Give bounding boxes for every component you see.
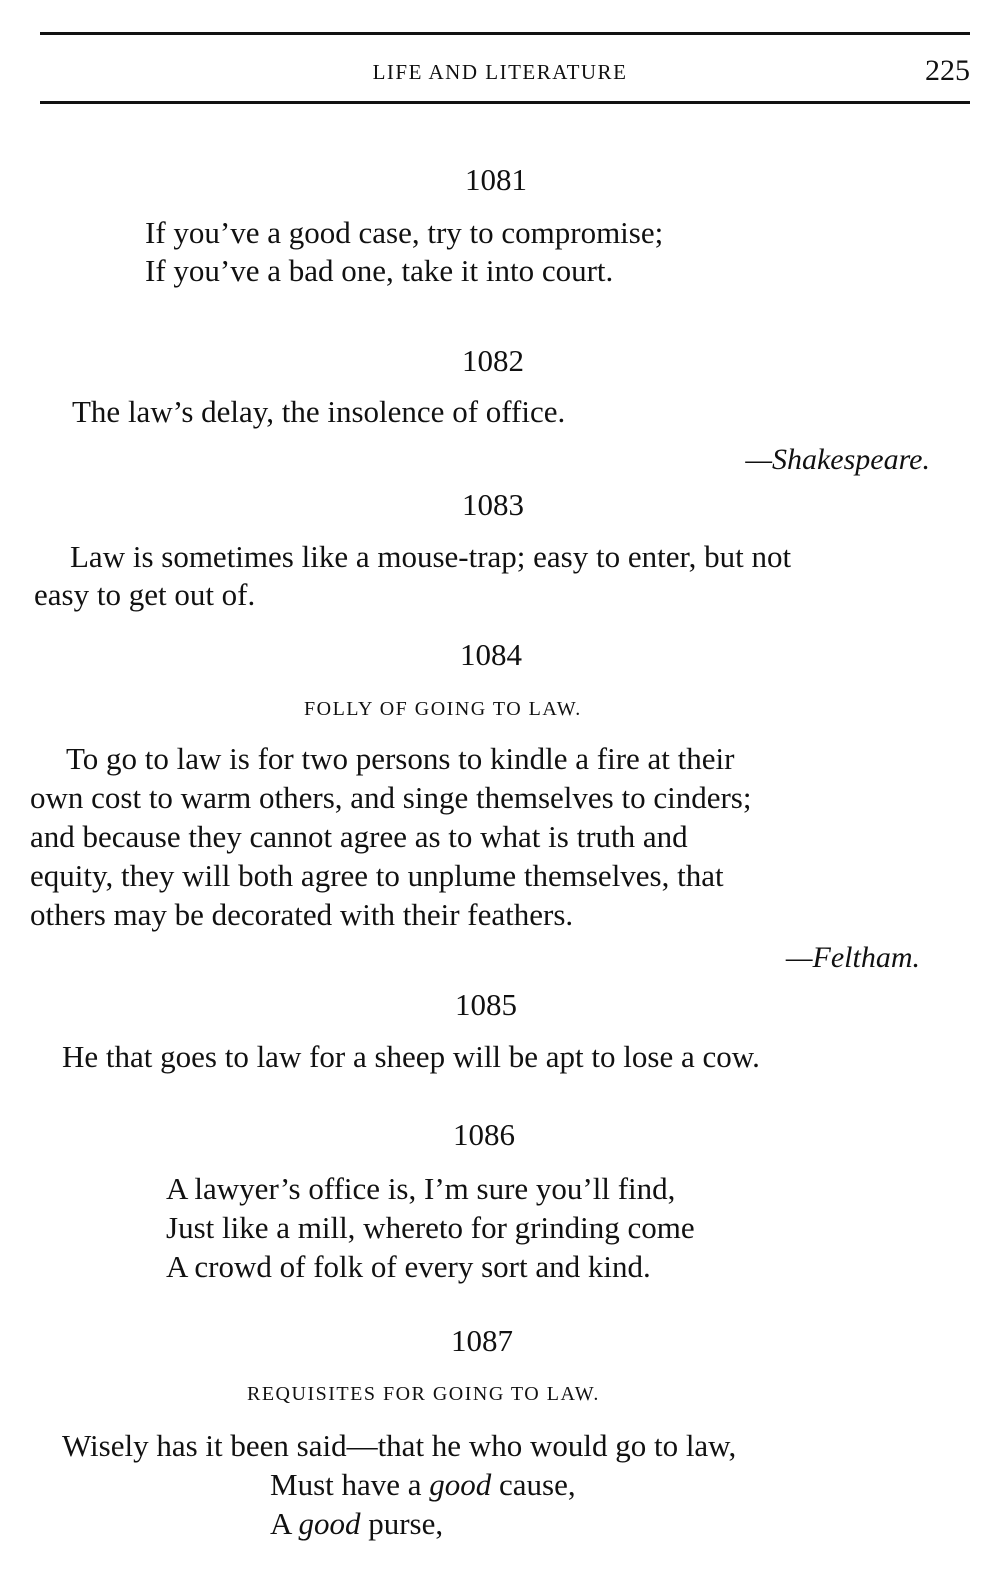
entry-number: 1086 (453, 1117, 515, 1152)
emphasis: good (429, 1467, 492, 1502)
section-heading: FOLLY OF GOING TO LAW. (304, 698, 582, 720)
quote-text: The law’s delay, the insolence of office. (72, 394, 566, 429)
paragraph-line: others may be decorated with their feathers. (30, 897, 574, 932)
paragraph-line: and because they cannot agree as to what is truth and (30, 819, 688, 854)
quote-text: He that goes to law for a sheep will be apt to lose a cow. (62, 1039, 760, 1074)
verse-line: If you’ve a good case, try to compromise; (145, 215, 664, 250)
paragraph-line: Law is sometimes like a mouse-trap; easy to enter, but not (70, 539, 792, 574)
verse-line (270, 1466, 576, 1504)
page-number: 225 (925, 54, 970, 87)
attribution: —Shakespeare. (745, 443, 930, 476)
emphasis: good (298, 1506, 361, 1541)
attribution: —Feltham. (785, 941, 920, 974)
paragraph-line: own cost to warm others, and singe themselves to cinders; (30, 780, 752, 815)
verse-text: Must have a (270, 1467, 430, 1502)
verse-line (270, 1505, 443, 1543)
paragraph-line: To go to law is for two persons to kindle a fire at their (66, 741, 735, 776)
header-rule-top (40, 32, 970, 35)
verse-text: cause, (491, 1467, 576, 1502)
paragraph-line: equity, they will both agree to unplume themselves, that (30, 858, 724, 893)
paragraph-line: easy to get out of. (34, 577, 256, 612)
entry-number: 1082 (462, 343, 524, 378)
verse-text: A (270, 1506, 299, 1541)
entry-number: 1087 (451, 1323, 513, 1358)
entry-number: 1081 (465, 162, 527, 197)
entry-number: 1084 (460, 637, 522, 672)
verse-line: A crowd of folk of every sort and kind. (166, 1249, 651, 1284)
verse-line: A lawyer’s office is, I’m sure you’ll find, (166, 1171, 676, 1206)
running-title: LIFE AND LITERATURE (372, 60, 628, 84)
verse-line: Just like a mill, whereto for grinding come (166, 1210, 695, 1245)
entry-number: 1085 (455, 987, 517, 1022)
header-rule-bottom (40, 101, 970, 104)
verse-line: If you’ve a bad one, take it into court. (145, 253, 614, 288)
section-heading: REQUISITES FOR GOING TO LAW. (247, 1383, 600, 1405)
verse-line: Wisely has it been said—that he who would go to law, (62, 1428, 737, 1463)
verse-text: purse, (360, 1506, 444, 1541)
entry-number: 1083 (462, 487, 524, 522)
